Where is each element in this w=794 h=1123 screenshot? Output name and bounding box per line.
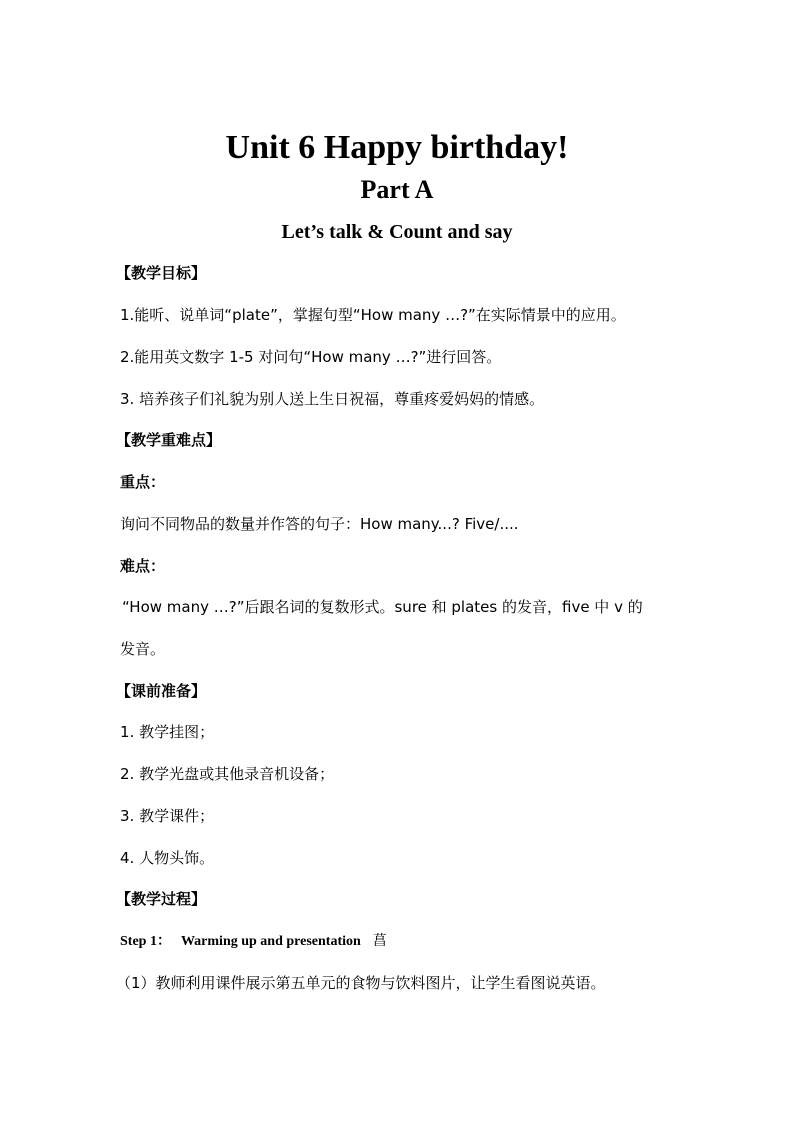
process-heading: 【教学过程】 — [116, 890, 207, 908]
keypoints-heading: 【教学重难点】 — [116, 431, 222, 449]
difficult-point-label: 难点： — [120, 557, 166, 575]
objective-item: 1.能听、说单词“plate”，掌握句型“How many …?”在实际情景中的应用。 — [120, 306, 626, 324]
part-title: Part A — [360, 175, 434, 204]
objective-item: 2.能用英文数字 1-5 对问句“How many …?”进行回答。 — [120, 348, 502, 366]
difficult-point-text-continued: 发音。 — [120, 640, 166, 658]
step-1-glyph: 菖 — [372, 933, 387, 949]
lesson-subtitle: Let’s talk & Count and say — [281, 221, 513, 243]
preparation-item: 4. 人物头饰。 — [120, 849, 215, 867]
step-1-label: Step 1： — [120, 934, 171, 949]
document-title: Unit 6 Happy birthday! — [225, 129, 569, 166]
difficult-point-text: “How many …?”后跟名词的复数形式。sure 和 plates 的发音，five 中 v 的 — [122, 598, 643, 616]
step-1-title: Warming up and presentation — [180, 934, 361, 949]
preparation-heading: 【课前准备】 — [116, 682, 207, 700]
preparation-item: 3. 教学课件； — [120, 807, 215, 825]
key-point-text: 询问不同物品的数量并作答的句子：How many...? Five/.... — [120, 515, 519, 533]
step-1-item: （1）教师利用课件展示第五单元的食物与饮料图片，让学生看图说英语。 — [116, 974, 606, 992]
objectives-heading: 【教学目标】 — [116, 264, 207, 282]
key-point-label: 重点： — [120, 473, 166, 491]
objective-item: 3. 培养孩子们礼貌为别人送上生日祝福，尊重疼爱妈妈的情感。 — [120, 390, 545, 408]
step-1-heading — [120, 931, 674, 952]
preparation-item: 1. 教学挂图； — [120, 723, 215, 741]
preparation-item: 2. 教学光盘或其他录音机设备； — [120, 765, 335, 783]
